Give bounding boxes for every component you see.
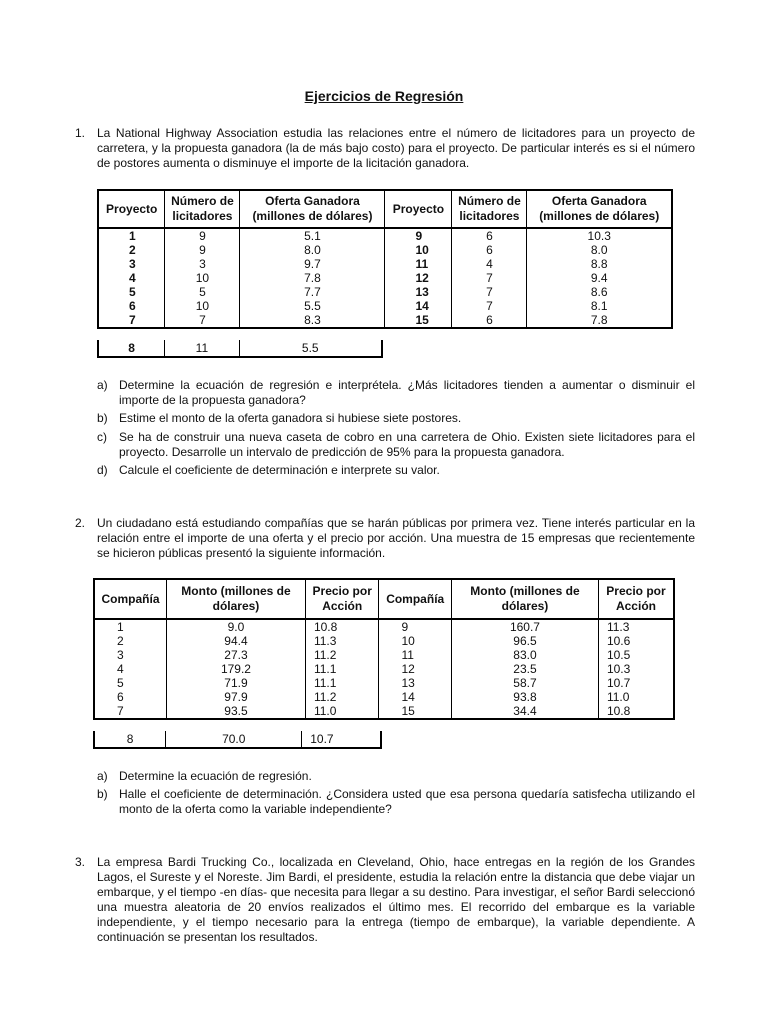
q2-cell: 71.9 [167,676,306,690]
q2-cell: 10.6 [598,634,674,648]
q1-cell: 7.8 [527,313,672,328]
q2-cell: 96.5 [451,634,598,648]
q2-cell: 10.8 [305,619,379,634]
q2-header-amount: Monto (millones de dólares) [167,579,306,619]
q2-cell: 94.4 [167,634,306,648]
q2-cell: 10.7 [302,731,381,748]
q1-item-d [97,463,695,478]
q1-cell: 10 [165,299,240,313]
q1-cell: 12 [385,271,452,285]
q1-cell: 8.6 [527,285,672,299]
q2-item-a [97,769,695,784]
q1-header-winning-bid-2: Oferta Ganadora (millones de dólares) [527,190,672,228]
q2-cell: 3 [94,648,167,662]
q1-cell: 10.3 [527,228,672,243]
q1-cell: 9.7 [240,257,385,271]
q1-cell: 10 [165,271,240,285]
q1-cell: 6 [98,299,165,313]
q2-cell: 34.4 [451,704,598,719]
q2-cell: 9.0 [167,619,306,634]
q1-cell: 9 [385,228,452,243]
q1-header-project: Proyecto [98,190,165,228]
q1-header-winning-bid: Oferta Ganadora (millones de dólares) [240,190,385,228]
q1-cell: 8 [98,340,165,357]
item-text: Determine la ecuación de regresión. [119,769,312,783]
q2-cell: 10.3 [598,662,674,676]
q2-cell: 1 [94,619,167,634]
q2-header-company-2: Compañía [379,579,452,619]
q2-cell: 2 [94,634,167,648]
q1-cell: 13 [385,285,452,299]
q2-cell: 11.1 [305,662,379,676]
item-letter: b) [97,787,108,801]
q1-cell: 4 [98,271,165,285]
q1-header-bidders-2: Número de licitadores [452,190,527,228]
q1-cell: 5 [98,285,165,299]
q2-cell: 27.3 [167,648,306,662]
q2-cell: 83.0 [451,648,598,662]
q2-table-row [94,690,674,704]
q3-number: 3. [75,855,86,869]
q2-table [93,578,675,720]
q2-cell: 11.0 [598,690,674,704]
item-text: Determine la ecuación de regresión e interprétela. ¿Más licitadores tienden a aumentar o disminuir el importe de la propuesta ganadora? [119,378,695,407]
q2-table-row [94,704,674,719]
q2-cell: 11.2 [305,690,379,704]
q2-table-row [94,619,674,634]
q2-header-price: Precio por Acción [305,579,379,619]
q1-text: La National Highway Association estudia las relaciones entre el número de licitadores para un proyecto de carretera, y la propuesta ganadora (la de más bajo costo) para el proyecto. De particular interés es si el número de postores aumenta o disminuye el importe de la licitación ganadora. [97,126,695,170]
q2-table-row [94,676,674,690]
q1-table-row [98,228,672,243]
q1-table-row [98,285,672,299]
q1-cell: 3 [165,257,240,271]
q1-cell: 7.8 [240,271,385,285]
q1-item-c [97,430,695,460]
q1-cell: 9 [165,243,240,257]
q1-cell: 11 [165,340,239,357]
item-letter: a) [97,378,108,392]
q1-cell: 5.5 [240,299,385,313]
q1-cell: 9.4 [527,271,672,285]
q2-text: Un ciudadano está estudiando compañías que se harán públicas por primera vez. Tiene interés particular en la relación entre el importe de una oferta y el precio por acción. Una muestra de 15 empresas que recientemente se hicieron públicas presentó la siguiente información. [97,516,695,560]
q1-header-bidders: Número de licitadores [165,190,240,228]
q2-cell: 160.7 [451,619,598,634]
q1-cell: 7 [452,285,527,299]
q2-cell: 12 [379,662,452,676]
q2-cell: 13 [379,676,452,690]
q1-cell: 7 [452,299,527,313]
q1-item-b [97,411,695,426]
q2-cell: 10.5 [598,648,674,662]
q2-cell: 10.7 [598,676,674,690]
q2-table-row [94,634,674,648]
q1-cell: 9 [165,228,240,243]
q1-table-row [98,257,672,271]
item-text: Calcule el coeficiente de determinación e interprete su valor. [119,463,440,477]
q2-cell: 93.8 [451,690,598,704]
q1-cell: 4 [452,257,527,271]
q2-cell: 9 [379,619,452,634]
q1-cell: 10 [385,243,452,257]
q2-cell: 10 [379,634,452,648]
q2-header-company: Compañía [94,579,167,619]
q2-cell: 93.5 [167,704,306,719]
q1-item-a [97,378,695,408]
q1-cell: 7 [98,313,165,328]
q2-cell: 11.1 [305,676,379,690]
q1-cell: 15 [385,313,452,328]
item-letter: d) [97,463,108,477]
q2-cell: 179.2 [167,662,306,676]
q1-table-row [98,271,672,285]
item-letter: b) [97,411,108,425]
q2-item-b [97,787,695,817]
q2-table-row [94,662,674,676]
q2-cell: 23.5 [451,662,598,676]
q1-table [97,189,673,329]
q1-cell: 7 [452,271,527,285]
q1-cell: 6 [452,313,527,328]
q2-table-last-row [93,731,382,749]
q1-cell: 1 [98,228,165,243]
q1-cell: 8.0 [240,243,385,257]
q2-number: 2. [75,516,86,530]
item-text: Estime el monto de la oferta ganadora si hubiese siete postores. [119,411,462,425]
page-title: Ejercicios de Regresión [304,88,464,104]
q1-cell: 8.0 [527,243,672,257]
q1-cell: 8.1 [527,299,672,313]
item-text: Se ha de construir una nueva caseta de cobro en una carretera de Ohio. Existen siete licitadores para el proyecto. Desarrolle un intervalo de predicción de 95% para la propuesta ganadora. [119,430,695,459]
q2-header-price-2: Precio por Acción [598,579,674,619]
q2-cell: 6 [94,690,167,704]
q1-table-row [98,299,672,313]
q2-cell: 7 [94,704,167,719]
q2-cell: 70.0 [166,731,302,748]
q1-cell: 7.7 [240,285,385,299]
q3-text: La empresa Bardi Trucking Co., localizada en Cleveland, Ohio, hace entregas en la región de los Grandes Lagos, el Sureste y el Noreste. Jim Bardi, el presidente, estudia la relación entre la distancia que debe viajar un embarque, y el tiempo -en días- que necesita para llegar a su destino. Para investigar, el señor Bardi seleccionó una muestra aleatoria de 20 envíos realizados el último mes. El recorrido del embarque es la variable independiente, y el tiempo necesario para la entrega (tiempo de embarque), la variable dependiente. A continuación se presentan los resultados. [97,855,695,944]
q2-cell: 8 [94,731,166,748]
q1-header-project-2: Proyecto [385,190,452,228]
q2-header-amount-2: Monto (millones de dólares) [451,579,598,619]
q1-cell: 2 [98,243,165,257]
q1-cell: 14 [385,299,452,313]
q1-table-last-row [97,340,383,358]
item-letter: a) [97,769,108,783]
q1-cell: 7 [165,313,240,328]
q2-table-row [94,648,674,662]
q2-cell: 11.3 [305,634,379,648]
q1-table-row [98,243,672,257]
q2-cell: 10.8 [598,704,674,719]
q2-cell: 4 [94,662,167,676]
q2-cell: 5 [94,676,167,690]
q1-cell: 8.3 [240,313,385,328]
item-text: Halle el coeficiente de determinación. ¿Considera usted que esa persona quedaría satisfecha utilizando el monto de la oferta como la variable independiente? [119,787,695,816]
q2-cell: 11.3 [598,619,674,634]
q1-number: 1. [75,126,86,140]
q2-cell: 58.7 [451,676,598,690]
q2-cell: 97.9 [167,690,306,704]
q1-cell: 5.1 [240,228,385,243]
q1-cell: 5.5 [239,340,382,357]
q1-table-row [98,313,672,328]
q1-cell: 6 [452,243,527,257]
q1-cell: 6 [452,228,527,243]
q2-cell: 15 [379,704,452,719]
q2-cell: 11.0 [305,704,379,719]
q1-cell: 3 [98,257,165,271]
q2-cell: 11 [379,648,452,662]
q1-cell: 11 [385,257,452,271]
q2-cell: 11.2 [305,648,379,662]
q2-cell: 14 [379,690,452,704]
item-letter: c) [97,430,107,444]
q1-cell: 8.8 [527,257,672,271]
q1-cell: 5 [165,285,240,299]
